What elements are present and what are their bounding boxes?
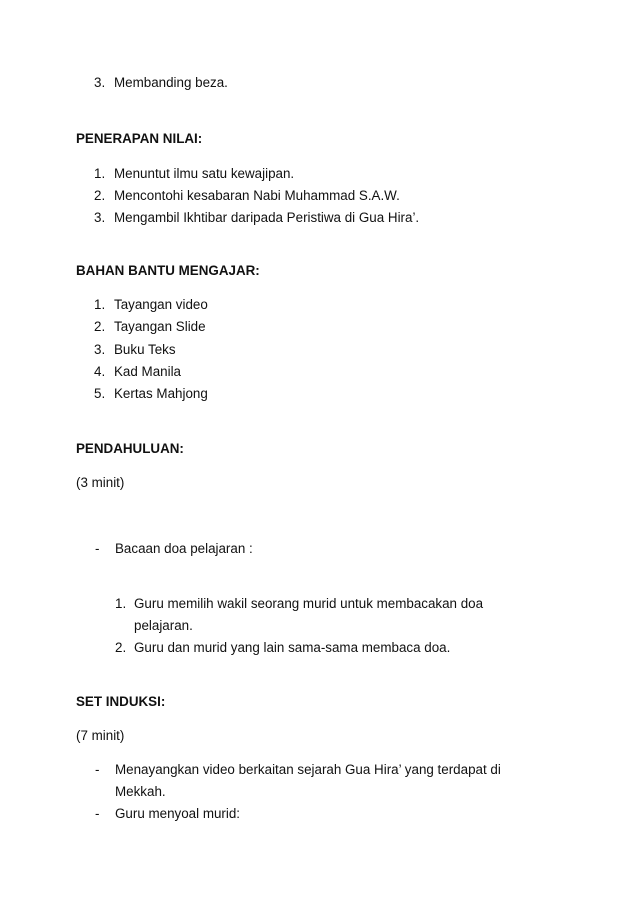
list-number: 2. [115,640,127,655]
bullet-text: Guru menyoal murid: [115,806,241,821]
bullet-dash: - [95,541,100,556]
duration-text: (3 minit) [76,475,125,490]
list-item-text: Kertas Mahjong [114,386,208,401]
bullet-text: Menayangkan video berkaitan sejarah Gua Hira’ yang terdapat di [115,762,501,777]
list-item-text: Menuntut ilmu satu kewajipan. [114,166,295,181]
list-number: 3. [94,342,106,357]
list-number: 3. [94,75,106,90]
list-item-text: Mengambil Ikhtibar daripada Peristiwa di Gua Hira’. [114,210,420,225]
list-item-text: Buku Teks [114,342,176,357]
list-number: 4. [94,364,106,379]
bullet-text: Bacaan doa pelajaran : [115,541,253,556]
list-number: 2. [94,188,106,203]
list-number: 3. [94,210,106,225]
list-item-text: Tayangan video [114,297,208,312]
section-heading-set-induksi: SET INDUKSI: [76,694,166,709]
bullet-dash: - [95,762,100,777]
list-item-text: Guru dan murid yang lain sama-sama membaca doa. [134,640,451,655]
list-item-text-continued: pelajaran. [134,618,193,633]
list-item-text: Tayangan Slide [114,319,206,334]
bullet-text-continued: Mekkah. [115,784,166,799]
list-item-text: Membanding beza. [114,75,228,90]
section-heading-pendahuluan: PENDAHULUAN: [76,441,184,456]
duration-text: (7 minit) [76,728,125,743]
list-number: 1. [115,596,127,611]
section-heading-penerapan-nilai: PENERAPAN NILAI: [76,131,203,146]
list-number: 5. [94,386,106,401]
bullet-dash: - [95,806,100,821]
list-item-text: Kad Manila [114,364,181,379]
section-heading-bahan-bantu-mengajar: BAHAN BANTU MENGAJAR: [76,263,260,278]
list-item-text: Guru memilih wakil seorang murid untuk membacakan doa [134,596,484,611]
list-number: 1. [94,297,106,312]
list-item-text: Mencontohi kesabaran Nabi Muhammad S.A.W. [114,188,400,203]
list-number: 1. [94,166,106,181]
list-number: 2. [94,319,106,334]
